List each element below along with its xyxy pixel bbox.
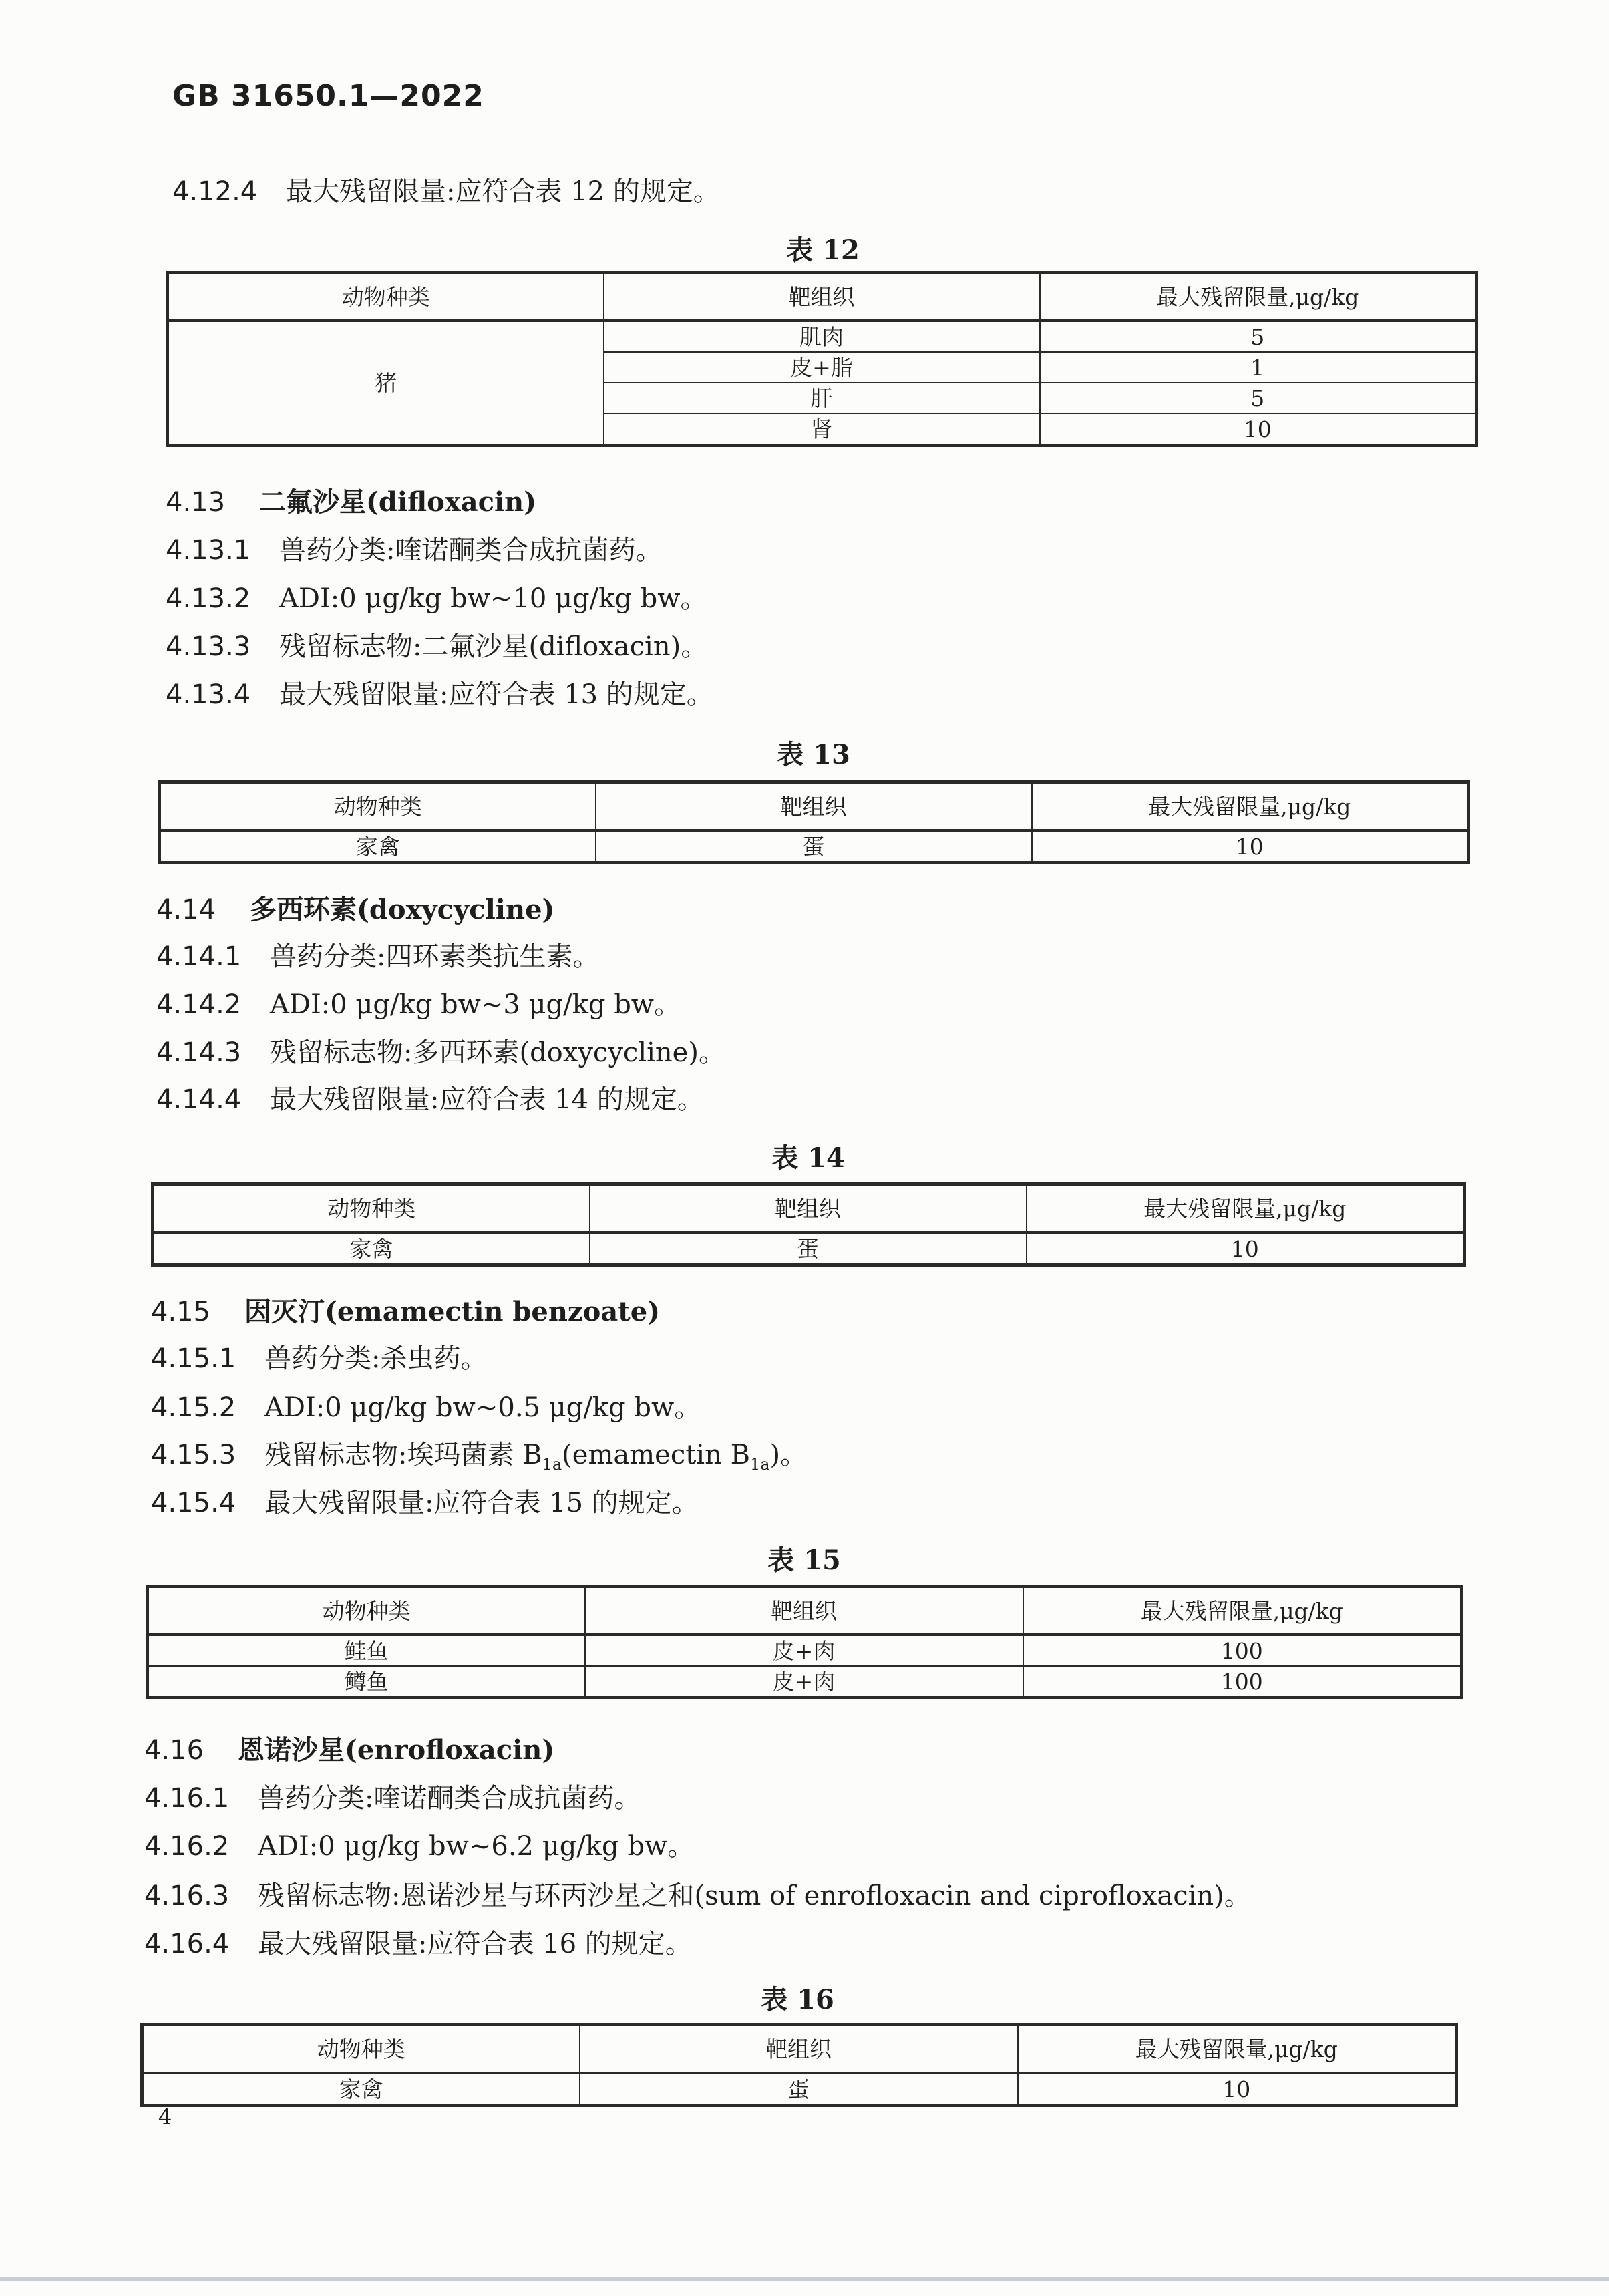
section-title: 多西环素(doxycycline) [250,894,555,925]
animal-cell: 家禽 [142,2073,580,2106]
clause-number: 4.13.4 [166,679,251,710]
mrl-cell: 100 [1023,1635,1462,1666]
subscript: 1a [542,1455,562,1474]
animal-cell: 家禽 [153,1233,590,1265]
mrl-cell: 100 [1023,1666,1462,1698]
clause-4-15-3 [151,1434,807,1474]
clause-text: )。 [769,1440,808,1470]
clause-number: 4.16.4 [144,1929,230,1959]
clause-text: 兽药分类:杀虫药。 [264,1343,488,1374]
mrl-cell: 10 [1018,2073,1457,2106]
clause-4-12-4 [172,170,720,208]
header-tissue: 靶组织 [604,273,1040,321]
clause-text: 兽药分类:四环素类抗生素。 [270,941,600,972]
table-15 [146,1585,1463,1699]
table-13 [158,780,1470,864]
clause-text: 最大残留限量:应符合表 12 的规定。 [286,176,720,207]
section-4-13-heading [166,481,536,519]
scan-edge-divider [0,2277,1609,2281]
tissue-cell: 肌肉 [604,321,1040,352]
clause-number: 4.16.3 [144,1880,230,1911]
table-13-caption: 表 13 [777,739,850,770]
subscript: 1a [749,1455,770,1474]
table-header-row [142,2025,1457,2074]
section-number: 4.13 [166,487,226,518]
section-title: 二氟沙星(difloxacin) [259,486,537,518]
clause-4-14-1 [156,935,599,973]
clause-text: 残留标志物:多西环素(doxycycline)。 [270,1037,725,1068]
table-14-caption: 表 14 [771,1142,845,1174]
document-header: GB 31650.1—2022 [172,79,484,113]
section-number: 4.16 [144,1735,204,1766]
mrl-cell: 1 [1040,352,1477,383]
table-16 [140,2023,1458,2107]
tissue-cell: 蛋 [590,1233,1027,1265]
table-row [142,2073,1457,2106]
table-header-row [148,1587,1462,1635]
clause-4-14-4 [156,1078,704,1116]
mrl-cell: 5 [1040,321,1477,352]
section-4-16-heading [144,1729,554,1767]
header-mrl: 最大残留限量,μg/kg [1027,1184,1465,1233]
clause-number: 4.13.1 [166,535,251,566]
clause-text: 兽药分类:喹诺酮类合成抗菌药。 [258,1783,641,1814]
header-mrl: 最大残留限量,μg/kg [1040,273,1477,321]
clause-number: 4.12.4 [172,176,258,207]
clause-4-16-2 [144,1825,694,1863]
header-mrl: 最大残留限量,μg/kg [1018,2025,1457,2074]
section-number: 4.14 [156,894,216,925]
clause-text: ADI:0 μg/kg bw~0.5 μg/kg bw。 [264,1392,701,1423]
mrl-cell: 10 [1040,414,1477,446]
clause-text: 最大残留限量:应符合表 13 的规定。 [279,679,713,710]
table-16-caption: 表 16 [761,1984,834,2015]
clause-number: 4.15.1 [151,1343,236,1374]
animal-cell: 鳟鱼 [148,1666,585,1698]
table-header-row [160,782,1469,831]
table-12-caption: 表 12 [786,234,860,266]
clause-number: 4.16.1 [144,1783,230,1814]
mrl-cell: 10 [1027,1233,1465,1265]
header-tissue: 靶组织 [585,1587,1023,1635]
clause-4-15-1 [151,1337,487,1375]
clause-4-13-1 [166,529,662,567]
clause-number: 4.14.1 [156,941,242,972]
animal-cell: 鲑鱼 [148,1635,585,1666]
table-row [153,1233,1465,1265]
table-header-row [168,273,1477,321]
header-animal: 动物种类 [148,1587,585,1635]
clause-text: 残留标志物:二氟沙星(difloxacin)。 [279,631,708,662]
clause-4-13-2 [166,577,707,615]
clause-number: 4.15.2 [151,1392,236,1423]
mrl-cell: 5 [1040,383,1477,414]
table-row [148,1635,1462,1666]
clause-number: 4.13.3 [166,631,251,662]
section-title: 因灭汀(emamectin benzoate) [244,1296,661,1327]
section-4-14-heading [156,888,554,927]
clause-4-16-4 [144,1923,692,1961]
clause-4-13-4 [166,673,713,711]
clause-4-14-3 [156,1031,725,1070]
tissue-cell: 皮+肉 [585,1635,1023,1666]
table-14 [151,1182,1466,1267]
clause-text: ADI:0 μg/kg bw~10 μg/kg bw。 [279,583,707,614]
clause-text: 残留标志物:恩诺沙星与环丙沙星之和(sum of enrofloxacin and ciprofloxacin)。 [258,1880,1251,1911]
clause-text: 最大残留限量:应符合表 14 的规定。 [270,1084,704,1115]
clause-4-15-4 [151,1482,699,1520]
tissue-cell: 肾 [604,414,1040,446]
clause-text: 最大残留限量:应符合表 15 的规定。 [264,1488,699,1518]
table-row [148,1666,1462,1698]
clause-4-16-1 [144,1777,641,1815]
header-mrl: 最大残留限量,μg/kg [1023,1587,1462,1635]
tissue-cell: 皮+脂 [604,352,1040,383]
header-tissue: 靶组织 [596,782,1032,831]
tissue-cell: 皮+肉 [585,1666,1023,1698]
table-row [160,830,1469,863]
header-animal: 动物种类 [168,273,604,321]
table-header-row [153,1184,1465,1233]
clause-number: 4.15.3 [151,1440,236,1470]
header-animal: 动物种类 [160,782,596,831]
header-animal: 动物种类 [153,1184,590,1233]
animal-cell: 猪 [168,321,604,446]
clause-4-14-2 [156,983,681,1021]
section-4-15-heading [151,1291,660,1329]
header-tissue: 靶组织 [580,2025,1018,2074]
clause-number: 4.15.4 [151,1488,236,1518]
table-row [168,321,1477,352]
clause-text: 最大残留限量:应符合表 16 的规定。 [258,1929,692,1959]
page-number: 4 [158,2104,172,2130]
tissue-cell: 蛋 [580,2073,1018,2106]
table-15-caption: 表 15 [767,1544,841,1576]
clause-text: (emamectin B [562,1440,750,1470]
section-title: 恩诺沙星(enrofloxacin) [238,1734,555,1766]
header-tissue: 靶组织 [590,1184,1027,1233]
clause-text: 兽药分类:喹诺酮类合成抗菌药。 [279,535,663,566]
clause-number: 4.13.2 [166,583,251,614]
clause-4-13-3 [166,625,707,663]
clause-number: 4.14.3 [156,1037,242,1068]
mrl-cell: 10 [1032,830,1469,863]
tissue-cell: 肝 [604,383,1040,414]
animal-cell: 家禽 [160,830,596,863]
clause-text: ADI:0 μg/kg bw~3 μg/kg bw。 [270,989,681,1020]
section-number: 4.15 [151,1297,211,1327]
clause-text: ADI:0 μg/kg bw~6.2 μg/kg bw。 [258,1831,695,1862]
clause-4-16-3 [144,1874,1251,1913]
table-12 [166,271,1478,447]
header-mrl: 最大残留限量,μg/kg [1032,782,1469,831]
clause-text: 残留标志物:埃玛菌素 B [264,1440,542,1470]
header-animal: 动物种类 [142,2025,580,2074]
clause-4-15-2 [151,1386,701,1424]
clause-number: 4.16.2 [144,1831,230,1862]
clause-number: 4.14.4 [156,1084,242,1115]
clause-number: 4.14.2 [156,989,242,1020]
tissue-cell: 蛋 [596,830,1032,863]
